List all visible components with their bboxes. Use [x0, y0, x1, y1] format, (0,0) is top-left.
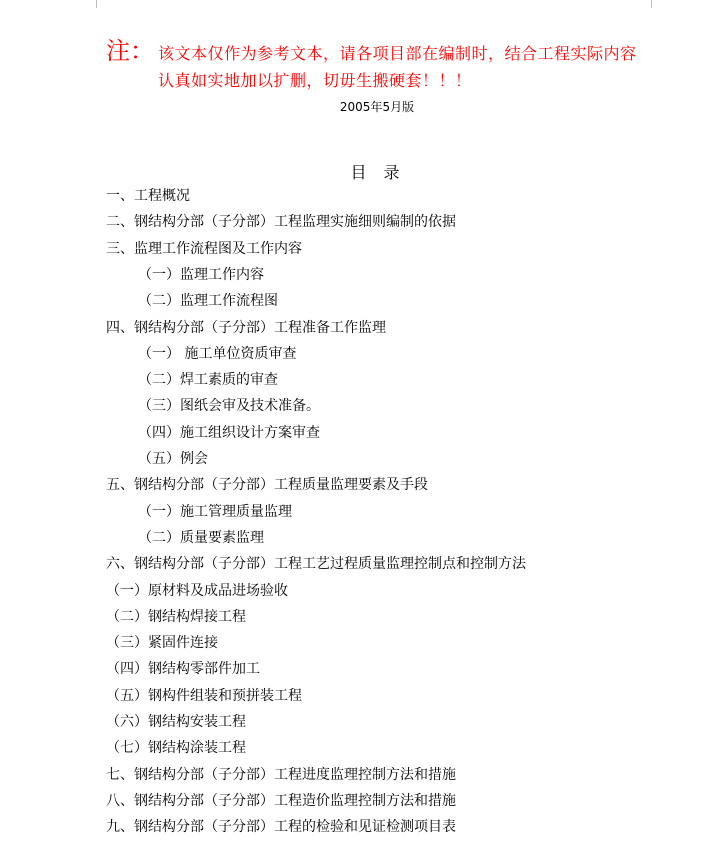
toc-item: （四）钢结构零部件加工: [106, 661, 260, 677]
toc-item: （二）监理工作流程图: [138, 293, 278, 309]
toc-item: 三、监理工作流程图及工作内容: [106, 241, 302, 257]
version-label: 2005年5月版: [339, 100, 415, 114]
notice-line-1: 该文本仅作为参考文本，请各项目部在编制时，结合工程实际内容: [158, 44, 637, 63]
toc-item: （一）监理工作内容: [138, 267, 264, 283]
toc-item: （三）图纸会审及技术准备。: [138, 398, 320, 414]
toc-item: （二）质量要素监理: [138, 530, 264, 546]
toc-item: 七、钢结构分部（子分部）工程进度监理控制方法和措施: [106, 767, 456, 783]
notice-mark: 注：: [106, 37, 154, 65]
toc-item: 四、钢结构分部（子分部）工程准备工作监理: [106, 320, 386, 336]
toc-title: 目 录: [350, 163, 406, 182]
toc-item: 五、钢结构分部（子分部）工程质量监理要素及手段: [106, 477, 428, 493]
toc-item: （四）施工组织设计方案审查: [138, 425, 320, 441]
toc-item: （五）例会: [138, 451, 208, 467]
toc-item: （一）原材料及成品进场验收: [106, 583, 288, 599]
toc-item: （七）钢结构涂装工程: [106, 740, 246, 756]
toc-item: （二）钢结构焊接工程: [106, 609, 246, 625]
toc-item: 八、钢结构分部（子分部）工程造价监理控制方法和措施: [106, 793, 456, 809]
toc-item: （二）焊工素质的审查: [138, 372, 278, 388]
toc-item: （一） 施工单位资质审查: [138, 346, 297, 362]
toc-item: （六）钢结构安装工程: [106, 714, 246, 730]
page-corner-mark: [88, 0, 97, 8]
toc-item: （五）钢构件组装和预拼装工程: [106, 688, 302, 704]
toc-item: （一）施工管理质量监理: [138, 504, 292, 520]
toc-item: 二、钢结构分部（子分部）工程监理实施细则编制的依据: [106, 214, 456, 230]
toc-item: 九、钢结构分部（子分部）工程的检验和见证检测项目表: [106, 819, 456, 835]
toc-item: （三）紧固件连接: [106, 635, 218, 651]
notice-line-2: 认真如实地加以扩删，切毋生搬硬套！！！: [158, 71, 472, 90]
toc-item: 六、钢结构分部（子分部）工程工艺过程质量监理控制点和控制方法: [106, 556, 526, 572]
toc-item: 一、工程概况: [106, 188, 190, 204]
page-corner-mark: [651, 0, 660, 8]
